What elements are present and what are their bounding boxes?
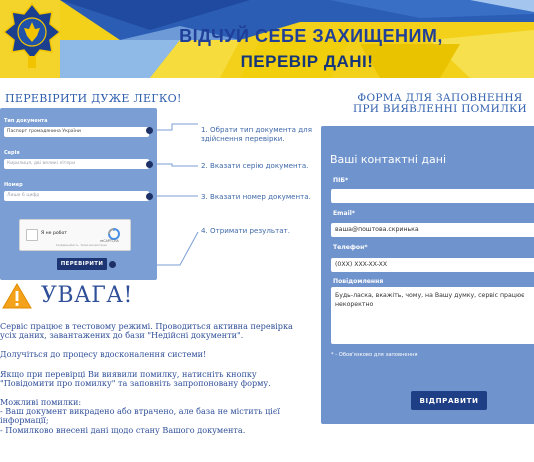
step2-marker bbox=[146, 161, 153, 168]
captcha-fineprint: Конфіденційність · Умови використання bbox=[56, 244, 107, 247]
warning-p3-line2: "Повідомити про помилку" та заповніть запропоновану форму. bbox=[0, 378, 271, 388]
captcha-checkbox[interactable] bbox=[26, 229, 38, 241]
warning-p1-line1: Сервіс працює в тестовому режимі. Проводиться активна перевірка bbox=[0, 321, 293, 331]
header-banner bbox=[0, 0, 534, 78]
captcha-label: Я не робот bbox=[41, 231, 67, 236]
warning-triangle-icon bbox=[2, 283, 32, 309]
warning-p5-line1: - Ваш документ викрадено або втрачено, але база не містить цієї bbox=[0, 406, 281, 416]
phone-label: Телефон* bbox=[333, 244, 368, 251]
name-label: ПІБ* bbox=[333, 177, 349, 184]
required-note: * - Обов'язково для заповнення bbox=[331, 352, 418, 358]
document-check-form bbox=[0, 108, 157, 280]
phone-input[interactable]: (0XX) XXX-XX-XX bbox=[331, 258, 534, 272]
number-input[interactable]: Лише 6 цифр bbox=[4, 191, 149, 201]
step4-marker bbox=[109, 261, 116, 268]
contact-form bbox=[321, 126, 534, 424]
step2-text: 2. Вказати серію документа. bbox=[201, 161, 309, 170]
check-easy-heading: ПЕРЕВІРИТИ ДУЖЕ ЛЕГКО! bbox=[5, 92, 182, 105]
banner-title-line1: ВІДЧУЙ СЕБЕ ЗАХИЩЕНИМ, bbox=[179, 26, 443, 46]
number-label: Номер bbox=[4, 182, 23, 188]
step1-line2: здійснення перевірки. bbox=[201, 133, 285, 143]
warning-p2: Долучіться до процесу вдосконалення системи! bbox=[0, 349, 207, 359]
banner-title-line2: ПЕРЕВІР ДАНІ! bbox=[240, 52, 374, 71]
recaptcha-widget bbox=[19, 219, 131, 251]
series-label: Серія bbox=[4, 150, 20, 156]
step1-text bbox=[201, 126, 312, 143]
captcha-brand: reCAPTCHA bbox=[100, 239, 119, 243]
doc-type-select[interactable]: Паспорт громадянина України bbox=[4, 127, 149, 137]
series-input[interactable]: Кирилиця, дві великі літери bbox=[4, 159, 149, 169]
contact-form-title: Ваші контактні дані bbox=[330, 153, 447, 166]
step1-line1: 1. Обрати тип документа для bbox=[201, 125, 312, 134]
message-textarea[interactable]: Будь-ласка, вкажіть, чому, на Вашу думку, сервіс працює некоректно bbox=[331, 287, 534, 344]
warning-p3-line1: Якщо при перевірці Ви виявили помилку, натисніть кнопку bbox=[0, 369, 257, 379]
error-form-heading bbox=[340, 93, 534, 115]
email-input[interactable]: ваша@поштова.скринька bbox=[331, 223, 534, 237]
warning-p1-line2: усіх даних, завантажених до бази "Недійсні документи". bbox=[0, 330, 244, 340]
state-border-guard-emblem-icon bbox=[2, 2, 62, 74]
warning-p4: Можливі помилки: bbox=[0, 397, 82, 407]
error-form-heading-line2: ПРИ ВИЯВЛЕННІ ПОМИЛКИ bbox=[352, 103, 528, 115]
email-label: Email* bbox=[333, 210, 355, 217]
message-label: Повідомлення bbox=[333, 278, 384, 285]
step3-text: 3. Вказати номер документа. bbox=[201, 192, 311, 201]
error-form-heading-line1: ФОРМА ДЛЯ ЗАПОВНЕННЯ bbox=[357, 92, 523, 104]
warning-title: УВАГА! bbox=[41, 283, 133, 308]
check-button[interactable]: ПЕРЕВІРИТИ bbox=[57, 258, 107, 270]
recaptcha-logo-icon bbox=[106, 225, 122, 237]
step4-text: 4. Отримати результат. bbox=[201, 226, 290, 235]
doc-type-label: Тип документа bbox=[4, 118, 48, 124]
step3-marker bbox=[146, 193, 153, 200]
send-button[interactable]: ВІДПРАВИТИ bbox=[411, 391, 487, 410]
warning-p6: - Помилково внесені дані щодо стану Вашого документа. bbox=[0, 425, 246, 435]
step1-marker bbox=[146, 127, 153, 134]
warning-p5-line2: інформації; bbox=[0, 415, 49, 425]
name-input[interactable] bbox=[331, 189, 534, 203]
